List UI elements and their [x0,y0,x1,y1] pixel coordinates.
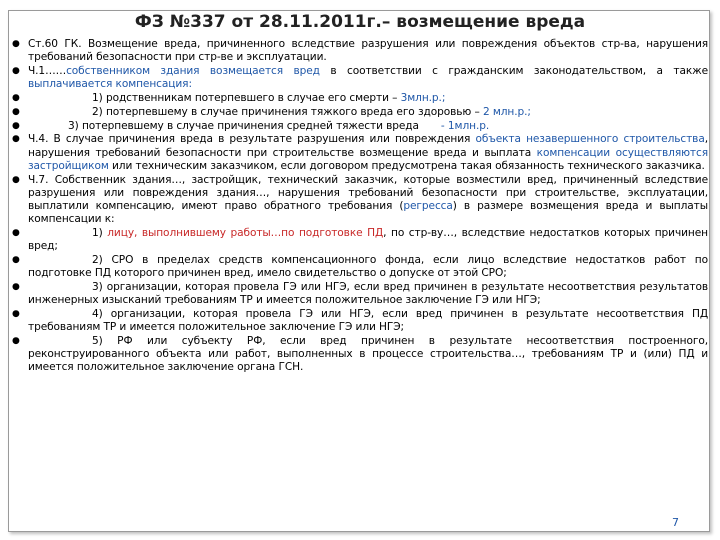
bullet-icon: ● [12,336,20,346]
item-text: Ч.1…… [28,65,67,77]
item-text: 2) СРО в пределах средств компенсационного фонда, если лицо вследствие недостатков работ по подготовке ПД которого причинен вред, имело свидетельство о допуске от этой СРО; [28,254,708,280]
list-item [12,120,708,133]
item-text: 2) потерпевшему в случае причинения тяжкого вреда его здоровью – [92,105,483,118]
article-ref: Ст.60 ГК. [28,38,88,50]
bullet-icon: ● [12,309,20,319]
item-text: ) в размере возмещения вреда и выплаты компенсации к: [28,200,708,226]
list-item [12,133,708,173]
bullet-icon: ● [12,66,20,76]
list-item [12,281,708,307]
bullet-icon: ● [12,120,20,131]
slide-title: ФЗ №337 от 28.11.2011г.– возмещение вреда [134,12,586,32]
highlight-text: выплачивается компенсация: [28,78,192,91]
item-text: 4) организации, которая провела ГЭ или НГЭ, если вред причинен в результате несоответствия ПД требованиям ТР и имеется положительное заключение ГЭ или НГЭ; [28,308,708,334]
item-text: 1) [92,227,108,239]
list-item [12,92,708,105]
item-text: Возмещение вреда, причиненного вследствие разрушения или повреждения объектов стр-ва, нарушения требований безопасности при стр-ве и эксплуатации. [28,38,709,64]
list-item [12,227,708,253]
list-item [12,38,708,64]
bullet-icon: ● [12,39,20,49]
bullet-icon: ● [12,106,20,117]
highlight-text: - 1млн.р. [440,119,490,132]
item-text: 3) потерпевшему в случае причинения средней тяжести вреда [68,119,419,132]
highlight-text: компенсации осуществляются застройщиком [28,146,708,172]
item-text: Ч.4. В случае причинения вреда в результате разрушения или повреждения [28,133,476,146]
list-item [12,335,708,375]
list-item [12,174,708,227]
list-item [12,65,708,91]
list-item [12,254,708,280]
bullet-icon: ● [12,93,20,103]
list-item [12,308,708,334]
item-text: Ч.7. Собственник здания…, застройщик, технический заказчик, которые возместили вред, причиненный вследствие разрушения или повреждения здания…, нарушения требований безопасности при строительстве, эксплуатации, выплатили компенсацию, имеют право обратного требования ( [28,173,708,212]
highlight-text: объекта незавершенного строительства [475,133,705,146]
item-text: , нарушения требований безопасности при строительстве возмещение вреда и выплата [28,133,708,159]
list-item [12,106,708,119]
item-text: 1) родственникам потерпевшего в случае его смерти – [92,92,401,104]
bullet-icon: ● [12,228,20,238]
highlight-text: регресса [403,200,453,212]
item-text: в соответствии с гражданским законодательством, а также [319,65,708,77]
highlight-text: лицу, выполнившему работы…по подготовке ПД [107,227,384,239]
bullet-icon: ● [12,282,20,292]
bullet-icon: ● [12,255,20,265]
item-text: , по стр-ву…, вследствие недостатков которых причинен вред; [28,227,708,253]
bullet-list [12,38,708,375]
bullet-icon: ● [12,134,20,145]
highlight-text: 2 млн.р.; [482,105,531,118]
item-text: или техническим заказчиком, если договором предусмотрена такая обязанность технического заказчика. [108,159,705,172]
highlight-text: собственником здания возмещается вред [66,65,320,77]
item-text: 5) РФ или субъекту РФ, если вред причинен в результате несоответствия построенного, реконструированного объекта или работ, выполненных в процессе строительства…, требованиям ТР и (или) ПД и имеется положительное заключение органа ГСН. [28,335,708,374]
item-text: 3) организации, которая провела ГЭ или НГЭ, если вред причинен в результате несоответствия результатов инженерных изысканий требованиям ТР и имеется положительное заключение ГЭ или НГЭ; [28,281,708,307]
page-number: 7 [672,516,679,529]
highlight-text: 3млн.р.; [400,92,446,104]
bullet-icon: ● [12,174,20,185]
